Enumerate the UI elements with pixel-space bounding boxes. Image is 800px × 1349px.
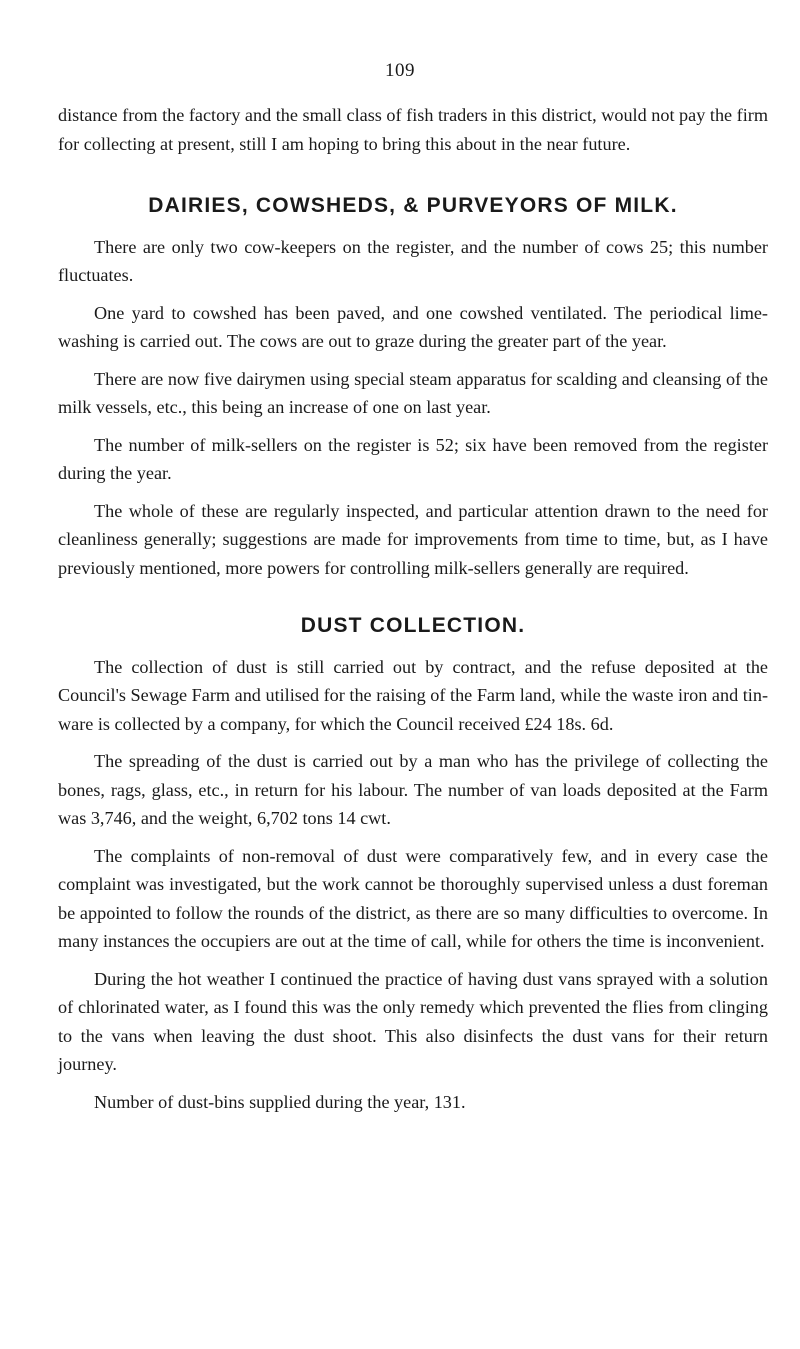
page-number: 109 xyxy=(385,60,415,81)
dust-paragraph-3: The complaints of non-removal of dust were comparatively few, and in every case the complaint was investigated, but the work cannot be thoroughly supervised unless a dust foreman be appointed to follow the rounds of the district, as there are so many difficulties to overcome. In many instances the occupiers are out at the time of call, while for others the time is inconvenient. xyxy=(58,845,768,951)
dairies-paragraph-4: The number of milk-sellers on the register is 52; six have been removed from the register during the year. xyxy=(58,434,768,483)
dairies-paragraph-3: There are now five dairymen using special steam apparatus for scalding and cleansing of the milk vessels, etc., this being an increase of one on last year. xyxy=(58,368,768,417)
continued-paragraph: distance from the factory and the small class of fish traders in this district, would not pay the firm for collecting at present, still I am hoping to bring this about in the near future. xyxy=(58,105,768,154)
dust-paragraph-2: The spreading of the dust is carried out by a man who has the privilege of collecting the bones, rags, glass, etc., in return for his labour. The number of van loads deposited at the Farm was 3,746, and the weight, 6,702 tons 14 cwt. xyxy=(58,751,768,828)
dairies-paragraph-5: The whole of these are regularly inspected, and particular attention drawn to the need for cleanliness generally; suggestions are made for improvements from time to time, but, as I have previously mentioned, more powers for controlling milk-sellers generally are required. xyxy=(58,500,768,578)
section-heading-dust: DUST COLLECTION. xyxy=(300,614,526,637)
dairies-paragraph-2: One yard to cowshed has been paved, and one cowshed ventilated. The periodical lime-washing is carried out. The cows are out to graze during the greater part of the year. xyxy=(58,302,768,351)
section-heading-dairies: DAIRIES, COWSHEDS, & PURVEYORS OF MILK. xyxy=(148,194,678,217)
dairies-paragraph-1: There are only two cow-keepers on the register, and the number of cows 25; this number fluctuates. xyxy=(58,236,768,285)
dust-paragraph-5: Number of dust-bins supplied during the year, 131. xyxy=(94,1091,466,1112)
document-body xyxy=(58,101,768,1125)
dust-paragraph-1: The collection of dust is still carried out by contract, and the refuse deposited at the Council's Sewage Farm and utilised for the raising of the Farm land, while the waste iron and tin-ware is collected by a company, for which the Council received £24 18s. 6d. xyxy=(58,656,768,734)
dust-paragraph-4: During the hot weather I continued the practice of having dust vans sprayed with a solution of chlorinated water, as I found this was the only remedy which prevented the flies from clinging to the vans when leaving the dust shoot. This also disinfects the dust vans for their return journey. xyxy=(58,968,768,1074)
